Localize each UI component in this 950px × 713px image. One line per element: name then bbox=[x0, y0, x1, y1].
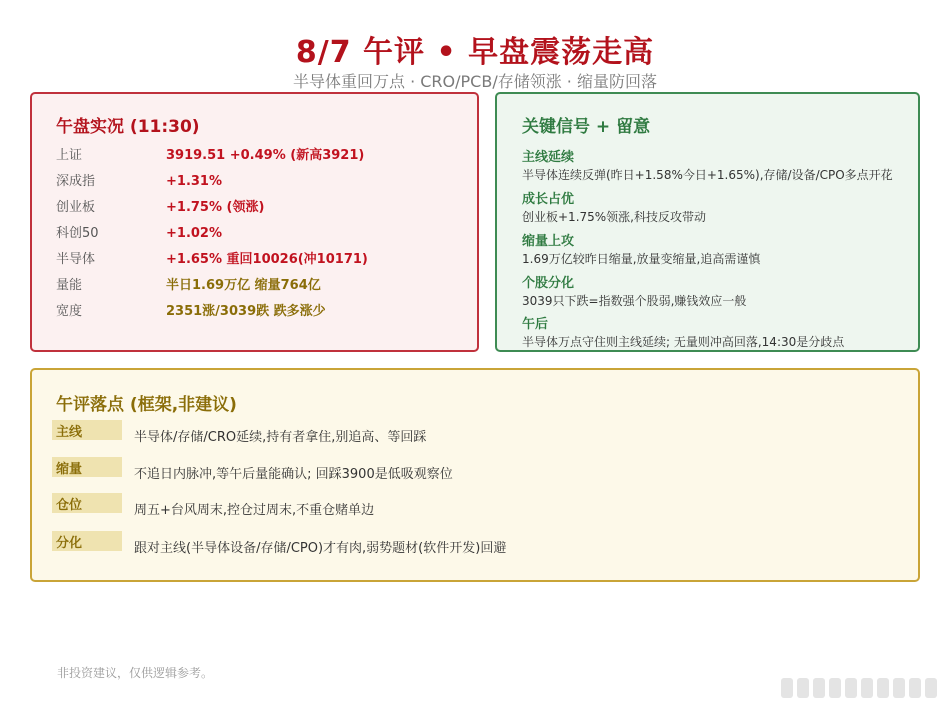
market-panel bbox=[30, 92, 479, 352]
signal-title: 个股分化 bbox=[522, 276, 575, 291]
watermark-logo bbox=[781, 678, 937, 698]
summary-tag: 主线 bbox=[52, 420, 122, 440]
signal-desc: 3039只下跌=指数强个股弱,赚钱效应一般 bbox=[522, 294, 747, 308]
market-label: 宽度 bbox=[56, 304, 83, 319]
market-label: 创业板 bbox=[56, 200, 96, 215]
market-label: 科创50 bbox=[56, 226, 99, 241]
signal-title: 成长占优 bbox=[522, 192, 575, 207]
page-title: 8/7 午评 • 早盘震荡走高 bbox=[295, 35, 655, 70]
signals-panel bbox=[495, 92, 920, 352]
market-value: 2351涨/3039跌 跌多涨少 bbox=[166, 304, 326, 319]
summary-text: 半导体/存储/CRO延续,持有者拿住,别追高、等回踩 bbox=[134, 430, 427, 445]
market-value: +1.31% bbox=[166, 174, 222, 189]
market-label: 深成指 bbox=[56, 174, 96, 189]
summary-heading: 午评落点 (框架,非建议) bbox=[56, 395, 237, 415]
signals-heading: 关键信号 + 留意 bbox=[522, 117, 651, 137]
signal-desc: 半导体万点守住则主线延续; 无量则冲高回落,14:30是分歧点 bbox=[522, 335, 845, 349]
page-subtitle: 半导体重回万点 · CRO/PCB/存储领涨 · 缩量防回落 bbox=[293, 72, 657, 91]
market-value: +1.75% (领涨) bbox=[166, 200, 265, 215]
signal-desc: 半导体连续反弹(昨日+1.58%今日+1.65%),存储/设备/CPO多点开花 bbox=[522, 168, 893, 182]
market-value: +1.65% 重回10026(冲10171) bbox=[166, 252, 368, 267]
market-value: +1.02% bbox=[166, 226, 222, 241]
market-label: 上证 bbox=[56, 148, 83, 163]
summary-tag: 分化 bbox=[52, 531, 122, 551]
signal-title: 主线延续 bbox=[522, 150, 575, 165]
summary-tag: 缩量 bbox=[52, 457, 122, 477]
disclaimer: 非投资建议，仅供逻辑参考。 bbox=[57, 666, 214, 680]
summary-text: 周五+台风周末,控仓过周末,不重仓赌单边 bbox=[134, 503, 375, 518]
summary-text: 跟对主线(半导体设备/存储/CPO)才有肉,弱势题材(软件开发)回避 bbox=[134, 541, 507, 556]
summary-tag: 仓位 bbox=[52, 493, 122, 513]
market-label: 半导体 bbox=[56, 252, 96, 267]
summary-text: 不追日内脉冲,等午后量能确认; 回踩3900是低吸观察位 bbox=[134, 467, 453, 482]
market-value: 半日1.69万亿 缩量764亿 bbox=[166, 278, 321, 293]
signal-desc: 1.69万亿较昨日缩量,放量变缩量,追高需谨慎 bbox=[522, 252, 761, 266]
market-value: 3919.51 +0.49% (新高3921) bbox=[166, 148, 365, 163]
market-label: 量能 bbox=[56, 278, 83, 293]
signal-title: 缩量上攻 bbox=[522, 234, 575, 249]
signal-title: 午后 bbox=[522, 317, 549, 332]
summary-panel bbox=[30, 368, 920, 582]
market-heading: 午盘实况 (11:30) bbox=[56, 117, 200, 137]
signal-desc: 创业板+1.75%领涨,科技反攻带动 bbox=[522, 210, 706, 224]
